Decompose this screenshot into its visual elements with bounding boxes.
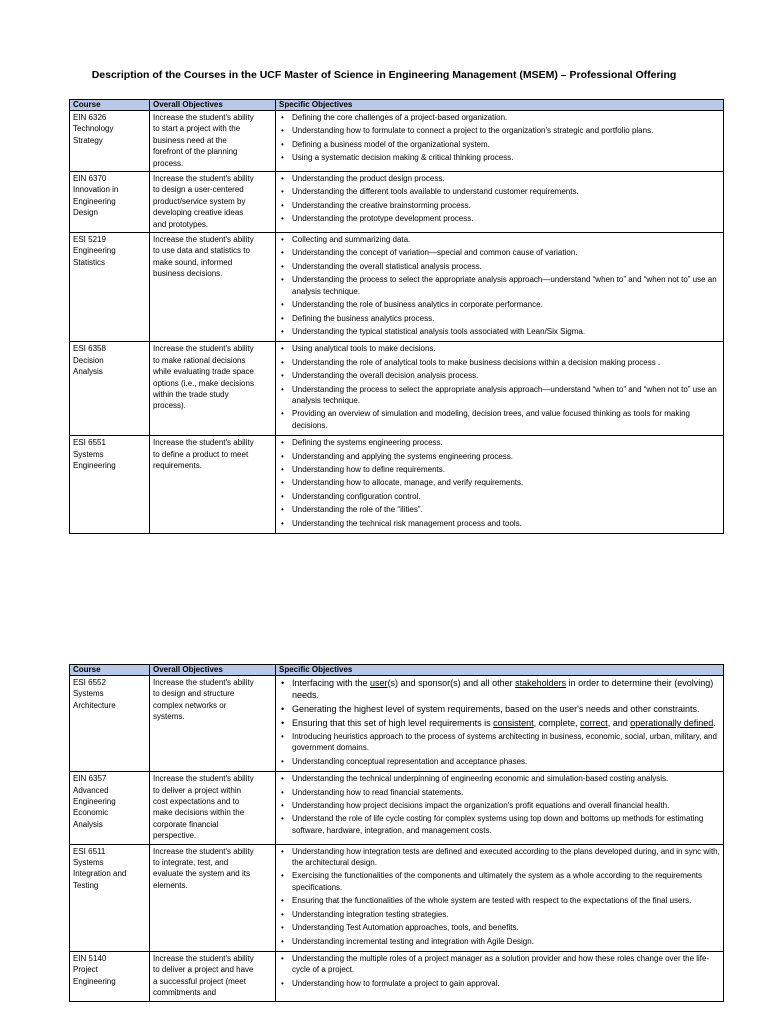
specific-objectives-list (279, 112, 720, 164)
objective-item: • Understanding Test Automation approaches, tools, and benefits. (279, 922, 720, 933)
specific-objectives-cell (276, 172, 724, 233)
objective-text: Ensuring that this set of high level requirements is (292, 718, 494, 728)
table-row (70, 676, 724, 772)
table-row (70, 111, 724, 172)
objective-item: • Understanding the technical underpinning of engineering economic and simulation-based costing analysis. (279, 773, 720, 784)
objective-text: Introducing heuristics approach to the process of systems architecting in business, economic, social, urban, military, and government domains. (292, 732, 717, 753)
table-row (70, 233, 724, 342)
specific-objectives-list (279, 343, 720, 431)
objective-item: • Understanding how to read financial statements. (279, 787, 720, 798)
objective-item: • Understanding the process to select the appropriate analysis approach—understand “when to” and “when not to” use an analysis technique. (279, 384, 720, 407)
objective-item: • Understanding how to define requirements. (279, 464, 720, 475)
objective-item: • Understand the role of life cycle costing for complex systems using top down and bottoms up methods for estimating software, hardware, integration, and management costs. (279, 813, 720, 836)
objective-text: (s) and sponsor(s) and all other (387, 678, 516, 688)
objective-item: • Understanding integration testing strategies. (279, 909, 720, 920)
objective-item: • Collecting and summarizing data. (279, 234, 720, 245)
course-code-cell: ESI 6511 Systems Integration and Testing (70, 844, 150, 951)
objective-text: , and (607, 718, 631, 728)
objective-item: • Providing an overview of simulation and modeling, decision trees, and value focused thinking as tools for making decisions. (279, 408, 720, 431)
specific-objectives-cell (276, 233, 724, 342)
courses-table-1 (69, 99, 724, 534)
overall-objective-cell: Increase the student's ability to design and structure complex networks or systems. (150, 676, 276, 772)
table-row (70, 172, 724, 233)
objective-item: • Understanding the overall decision analysis process. (279, 370, 720, 381)
objective-item: • Understanding the multiple roles of a project manager as a solution provider and how these roles change over the life-cycle of a project. (279, 953, 720, 976)
linked-term[interactable]: stakeholders (515, 678, 567, 688)
overall-objective-cell: Increase the student's ability to make rational decisions while evaluating trade space options (i.e., make decisions within the trade study process). (150, 342, 276, 436)
linked-term[interactable]: user (370, 678, 388, 688)
objective-item: • Understanding how to formulate to connect a project to the organization's strategic and portfolio plans. (279, 125, 720, 136)
objective-item: • Understanding the creative brainstorming process. (279, 200, 720, 211)
specific-objectives-list (279, 846, 720, 947)
objective-item: • Understanding and applying the systems engineering process. (279, 451, 720, 462)
objective-text: , complete, (533, 718, 581, 728)
objective-item: • Understanding incremental testing and integration with Agile Design. (279, 936, 720, 947)
objective-item: • Understanding configuration control. (279, 491, 720, 502)
table-row (70, 951, 724, 1001)
overall-objective-cell: Increase the student's ability to deliver a project within cost expectations and to make decisions within the corporate financial perspective. (150, 772, 276, 844)
specific-objectives-cell (276, 436, 724, 534)
course-code-cell: ESI 5219 Engineering Statistics (70, 233, 150, 342)
objective-item: • Understanding how to formulate a project to gain approval. (279, 978, 720, 989)
objective-item: • Using analytical tools to make decisions. (279, 343, 720, 354)
objective-item: • Understanding how to allocate, manage, and verify requirements. (279, 477, 720, 488)
course-code-cell: ESI 6552 Systems Architecture (70, 676, 150, 772)
course-code-cell: EIN 6326 Technology Strategy (70, 111, 150, 172)
objective-item: • Understanding the role of analytical tools to make business decisions within a decision making process . (279, 357, 720, 368)
specific-objectives-list (279, 173, 720, 225)
specific-objectives-cell (276, 951, 724, 1001)
course-code-cell: EIN 6370 Innovation in Engineering Design (70, 172, 150, 233)
objective-item: • Understanding the prototype development process. (279, 213, 720, 224)
header-overall-objectives: Overall Objectives (150, 665, 276, 676)
header-specific-objectives: Specific Objectives (276, 665, 724, 676)
objective-text: Understanding conceptual representation and acceptance phases. (292, 756, 528, 766)
course-code-cell: EIN 5140 Project Engineering (70, 951, 150, 1001)
objective-text: in order to determine their (evolving) needs. (292, 678, 714, 700)
objective-item: • Exercising the functionalities of the components and ultimately the system as a whole according to the requirements specifications. (279, 870, 720, 893)
objective-item (279, 731, 720, 754)
specific-objectives-cell (276, 844, 724, 951)
linked-term[interactable]: operationally defined (630, 718, 714, 728)
objective-item: • Using a systematic decision making & critical thinking process. (279, 152, 720, 163)
specific-objectives-list (279, 437, 720, 529)
specific-objectives-list (279, 773, 720, 836)
course-code-cell: ESI 6551 Systems Engineering (70, 436, 150, 534)
course-code-cell: EIN 6357 Advanced Engineering Economic Analysis (70, 772, 150, 844)
objective-text: Interfacing with the (292, 678, 371, 688)
objective-text: Generating the highest level of system requirements, based on the user's needs and other constraints. (292, 704, 700, 714)
table-header-row (70, 665, 724, 676)
overall-objective-cell: Increase the student's ability to use data and statistics to make sound, informed business decisions. (150, 233, 276, 342)
objective-item: • Understanding how project decisions impact the organization's profit equations and overall financial health. (279, 800, 720, 811)
table-row (70, 436, 724, 534)
overall-objective-cell: Increase the student's ability to deliver a project and have a successful project (meet commitments and (150, 951, 276, 1001)
specific-objectives-cell (276, 342, 724, 436)
objective-item: • Understanding the role of the “ilities”. (279, 504, 720, 515)
objective-item: • Understanding how integration tests are defined and executed according to the plans developed during, and in sync with, the architectural design. (279, 846, 720, 869)
table-header-row (70, 100, 724, 111)
objective-item: • Defining the core challenges of a project-based organization. (279, 112, 720, 123)
objective-item: • Understanding the overall statistical analysis process. (279, 261, 720, 272)
objective-item: • Ensuring that the functionalities of the whole system are tested with respect to the expectations of the final users. (279, 895, 720, 906)
objective-item (279, 756, 720, 767)
objective-item: • Defining the business analytics process. (279, 313, 720, 324)
page-title: Description of the Courses in the UCF Master of Science in Engineering Management (MSEM) – Professional Offering (91, 69, 677, 81)
objective-text: . (713, 718, 716, 728)
objective-item: • Understanding the product design process. (279, 173, 720, 184)
linked-term[interactable]: correct (580, 718, 608, 728)
table-row (70, 772, 724, 844)
header-course: Course (70, 665, 150, 676)
linked-term[interactable]: consistent (493, 718, 534, 728)
specific-objectives-cell (276, 676, 724, 772)
objective-item (279, 717, 720, 729)
objective-item: • Defining a business model of the organizational system. (279, 139, 720, 150)
objective-item: • Understanding the role of business analytics in corporate performance. (279, 299, 720, 310)
objective-item: • Defining the systems engineering process. (279, 437, 720, 448)
objective-item: • Understanding the typical statistical analysis tools associated with Lean/Six Sigma. (279, 326, 720, 337)
specific-objectives-list (279, 677, 720, 767)
header-specific-objectives: Specific Objectives (276, 100, 724, 111)
objective-item: • Understanding the concept of variation—special and common cause of variation. (279, 247, 720, 258)
objective-item (279, 677, 720, 701)
objective-item: • Understanding the technical risk management process and tools. (279, 518, 720, 529)
courses-table-2 (69, 664, 724, 1002)
overall-objective-cell: Increase the student's ability to start a project with the business need at the forefront of the planning process. (150, 111, 276, 172)
objective-item: • Understanding the different tools available to understand customer requirements. (279, 186, 720, 197)
overall-objective-cell: Increase the student's ability to design a user-centered product/service system by developing creative ideas and prototypes. (150, 172, 276, 233)
objective-item: • Understanding the process to select the appropriate analysis approach—understand “when to” and “when not to” use an analysis technique. (279, 274, 720, 297)
specific-objectives-cell (276, 111, 724, 172)
table-row (70, 342, 724, 436)
specific-objectives-list (279, 234, 720, 337)
table-row (70, 844, 724, 951)
header-overall-objectives: Overall Objectives (150, 100, 276, 111)
specific-objectives-cell (276, 772, 724, 844)
course-code-cell: ESI 6358 Decision Analysis (70, 342, 150, 436)
overall-objective-cell: Increase the student's ability to define a product to meet requirements. (150, 436, 276, 534)
header-course: Course (70, 100, 150, 111)
overall-objective-cell: Increase the student's ability to integrate, test, and evaluate the system and its elements. (150, 844, 276, 951)
objective-item (279, 703, 720, 715)
specific-objectives-list (279, 953, 720, 989)
